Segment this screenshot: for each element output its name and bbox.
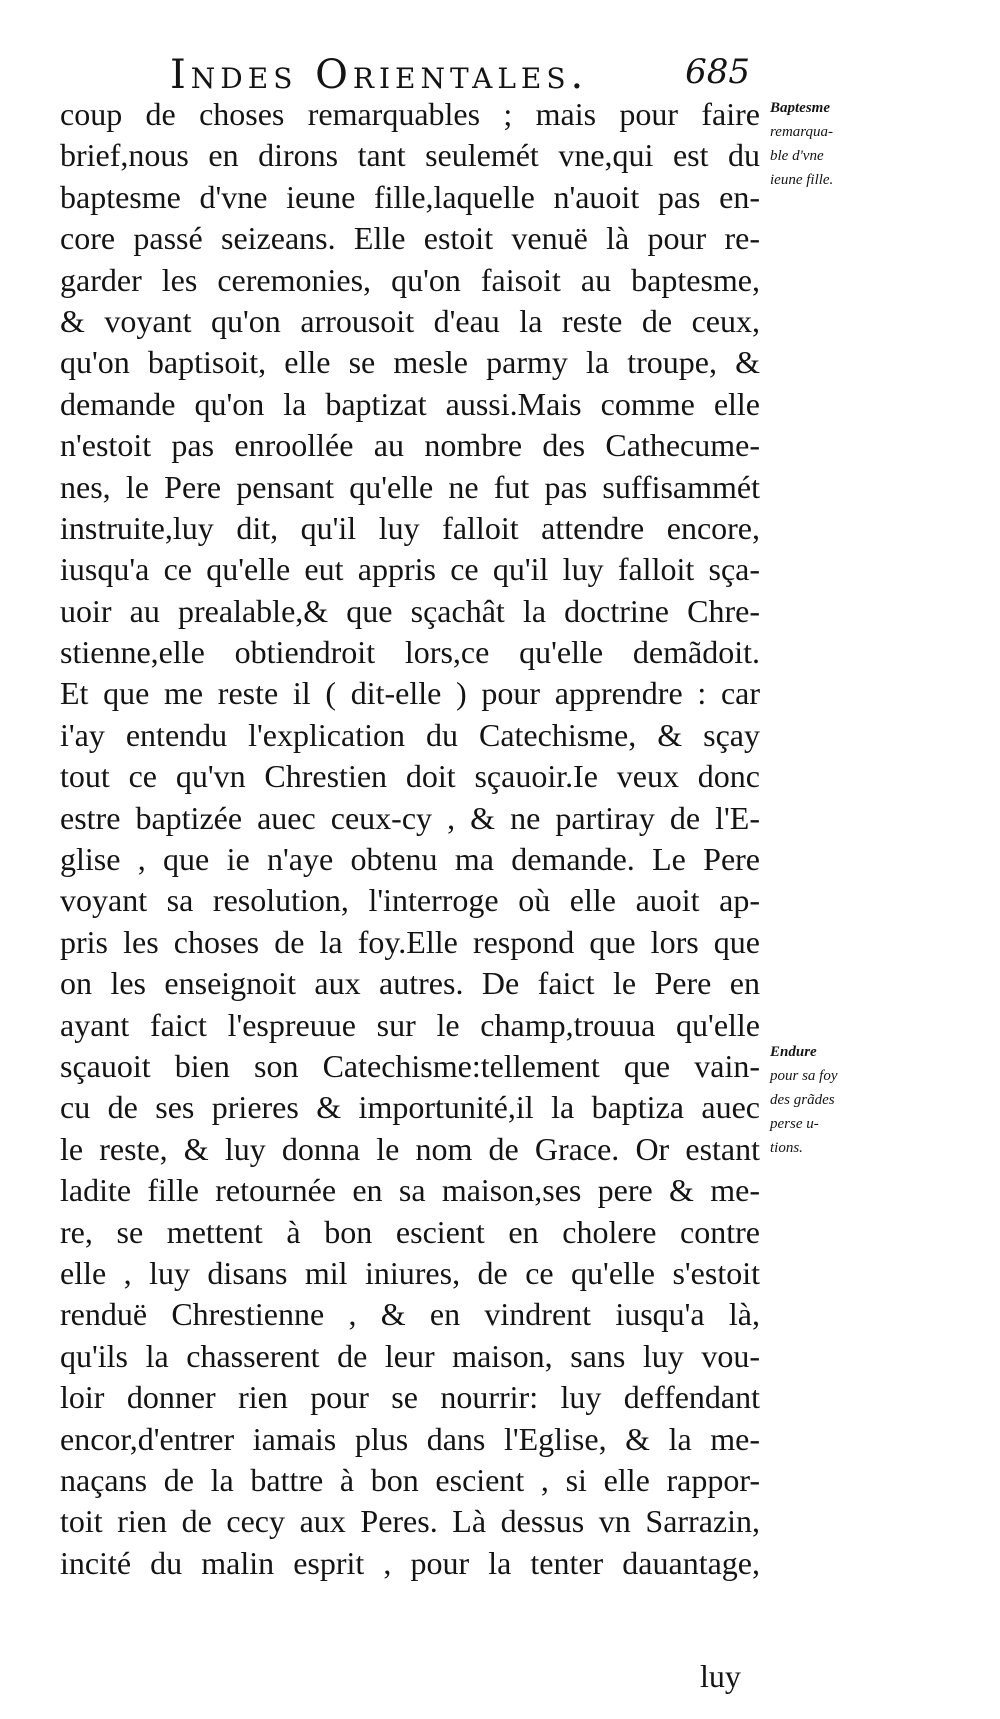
text-line: qu'ils la chasserent de leur maison, sans luy vou- (60, 1337, 760, 1374)
text-line: re, se mettent à bon escient en cholere contre (60, 1213, 760, 1250)
running-title: Indes Orientales. (170, 52, 589, 98)
text-line: coup de choses remarquables ; mais pour faire (60, 96, 760, 132)
text-line: renduë Chrestienne , & en vindrent iusqu'a là, (60, 1296, 760, 1333)
text-line: i'ay entendu l'explication du Catechisme, & sçay (60, 716, 760, 753)
text-line: encor,d'entrer iamais plus dans l'Eglise, & la me- (60, 1420, 760, 1457)
margin-note-line: ble d'vne (770, 148, 824, 164)
text-line: le reste, & luy donna le nom de Grace. Or estant (60, 1130, 760, 1167)
running-head (160, 52, 760, 98)
text-line: & voyant qu'on arrousoit d'eau la reste de ceux, (60, 302, 760, 339)
margin-note-line: perse u- (770, 1116, 819, 1132)
margin-note-line: tions. (770, 1140, 803, 1156)
text-line: brief,nous en dirons tant seulemét vne,qui est du (60, 137, 760, 174)
text-line: nes, le Pere pensant qu'elle ne fut pas suffisammét (60, 468, 760, 505)
text-line: tout ce qu'vn Chrestien doit sçauoir.Ie veux donc (60, 758, 760, 795)
margin-note-baptism (770, 96, 878, 192)
page-number: 685 (685, 52, 750, 92)
text-line: toit rien de cecy aux Peres. Là dessus vn Sarrazin, (60, 1503, 760, 1540)
margin-note-line: remarqua- (770, 124, 834, 140)
text-line: sçauoit bien son Catechisme:tellement que vain- (60, 1047, 760, 1084)
text-line: qu'on baptisoit, elle se mesle parmy la troupe, & (60, 344, 760, 381)
text-line: baptesme d'vne ieune fille,laquelle n'auoit pas en- (60, 178, 760, 215)
text-line: garder les ceremonies, qu'on faisoit au baptesme, (60, 261, 760, 298)
margin-note-persecution (770, 1040, 878, 1160)
text-line: instruite,luy dit, qu'il luy falloit attendre encore, (60, 509, 760, 546)
text-line: loir donner rien pour se nourrir: luy deffendant (60, 1379, 760, 1416)
text-line: pris les choses de la foy.Elle respond que lors que (60, 923, 760, 960)
text-line: Et que me reste il ( dit-elle ) pour apprendre : car (60, 675, 760, 712)
text-line: naçans de la battre à bon escient , si elle rappor- (60, 1461, 760, 1498)
catchword: luy (700, 1658, 741, 1694)
text-line: ladite fille retournée en sa maison,ses pere & me- (60, 1172, 760, 1209)
body-text (60, 94, 760, 1584)
text-line: glise , que ie n'aye obtenu ma demande. Le Pere (60, 841, 760, 878)
margin-note-line: des grãdes (770, 1092, 835, 1108)
text-line: iusqu'a ce qu'elle eut appris ce qu'il luy falloit sça- (60, 551, 760, 588)
text-line: uoir au prealable,& que sçachât la doctrine Chre- (60, 592, 760, 629)
text-line: demande qu'on la baptizat aussi.Mais comme elle (60, 385, 760, 422)
margin-note-line: pour sa foy (770, 1068, 838, 1084)
text-line: n'estoit pas enroollée au nombre des Cathecume- (60, 427, 760, 464)
text-line: elle , luy disans mil iniures, de ce qu'elle s'estoit (60, 1254, 760, 1291)
text-line: stienne,elle obtiendroit lors,ce qu'elle demãdoit. (60, 634, 760, 671)
margin-note-line: Baptesme (770, 100, 830, 116)
text-line: voyant sa resolution, l'interroge où elle auoit ap- (60, 882, 760, 919)
text-line: ayant faict l'espreuue sur le champ,trouua qu'elle (60, 1006, 760, 1043)
text-line: cu de ses prieres & importunité,il la baptiza auec (60, 1089, 760, 1126)
text-line: estre baptizée auec ceux-cy , & ne partiray de l'E- (60, 799, 760, 836)
text-line: core passé seizeans. Elle estoit venuë là pour re- (60, 220, 760, 257)
margin-note-line: Endure (770, 1044, 817, 1060)
margin-note-line: ieune fille. (770, 172, 834, 188)
text-line: incité du malin esprit , pour la tenter dauantage, (60, 1544, 760, 1581)
text-line: on les enseignoit aux autres. De faict le Pere en (60, 965, 760, 1002)
